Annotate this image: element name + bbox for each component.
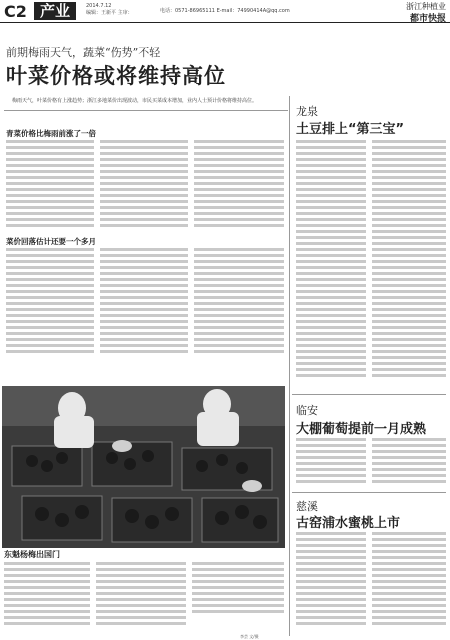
story2-title: 大棚葡萄提前一月成熟 xyxy=(296,422,427,437)
date-line: 2014.7.12 xyxy=(86,3,112,9)
story1-title: 土豆排上“第三宝” xyxy=(296,122,405,137)
subhead-2: 菜价回落估计还要一个多月 xyxy=(6,237,96,246)
paper-name: 都市快报 xyxy=(409,14,446,24)
divider xyxy=(292,394,446,395)
header-meta xyxy=(86,3,133,17)
photo-story-title: 东魁杨梅出国门 xyxy=(4,550,60,559)
photo-story-column-b xyxy=(96,562,186,628)
story2-column-a xyxy=(296,438,366,486)
divider xyxy=(4,110,288,111)
phone-line: 电话：0571-86965111 E-mail：74990414A@qq.com xyxy=(160,8,290,14)
story1-kicker: 龙泉 xyxy=(296,105,318,118)
story1-column-b xyxy=(372,140,446,380)
article-column-3 xyxy=(194,140,284,230)
story3-column-b xyxy=(372,532,446,628)
lead-intro: 梅雨天气，叶菜价格有上涨趋势；浙江多地菜价出现波动，市民买菜成本增加，业内人士预计价格将维持高位。 xyxy=(12,98,258,104)
story2-column-b xyxy=(372,438,446,486)
story3-column-a xyxy=(296,532,366,628)
photo-story-column-a xyxy=(4,562,90,628)
fruit-sorting-photo xyxy=(2,386,285,548)
paper-city: 浙江种植业 xyxy=(406,2,446,11)
section-name: 产业 xyxy=(34,2,76,20)
divider xyxy=(292,492,446,493)
column-divider xyxy=(289,96,290,636)
article-column-1 xyxy=(6,140,94,230)
story1-column-a xyxy=(296,140,366,380)
article-column-4 xyxy=(6,248,94,356)
story3-kicker: 慈溪 xyxy=(296,500,318,513)
editor-line: 编辑：王新平 主审： xyxy=(86,10,133,16)
photo-credit: 李芸 文/摄 xyxy=(240,634,259,639)
article-column-6 xyxy=(194,248,284,356)
story3-title: 古窑浦水蜜桃上市 xyxy=(296,516,401,531)
photo-story-column-c xyxy=(192,562,284,616)
article-column-5 xyxy=(100,248,188,356)
article-column-2 xyxy=(100,140,188,230)
subhead-1: 青菜价格比梅雨前涨了一倍 xyxy=(6,129,96,138)
section-code: C2 xyxy=(4,2,27,21)
story2-kicker: 临安 xyxy=(296,404,318,417)
lead-kicker: 前期梅雨天气，蔬菜“伤势”不轻 xyxy=(6,46,161,59)
lead-headline: 叶菜价格或将维持高位 xyxy=(6,64,226,88)
